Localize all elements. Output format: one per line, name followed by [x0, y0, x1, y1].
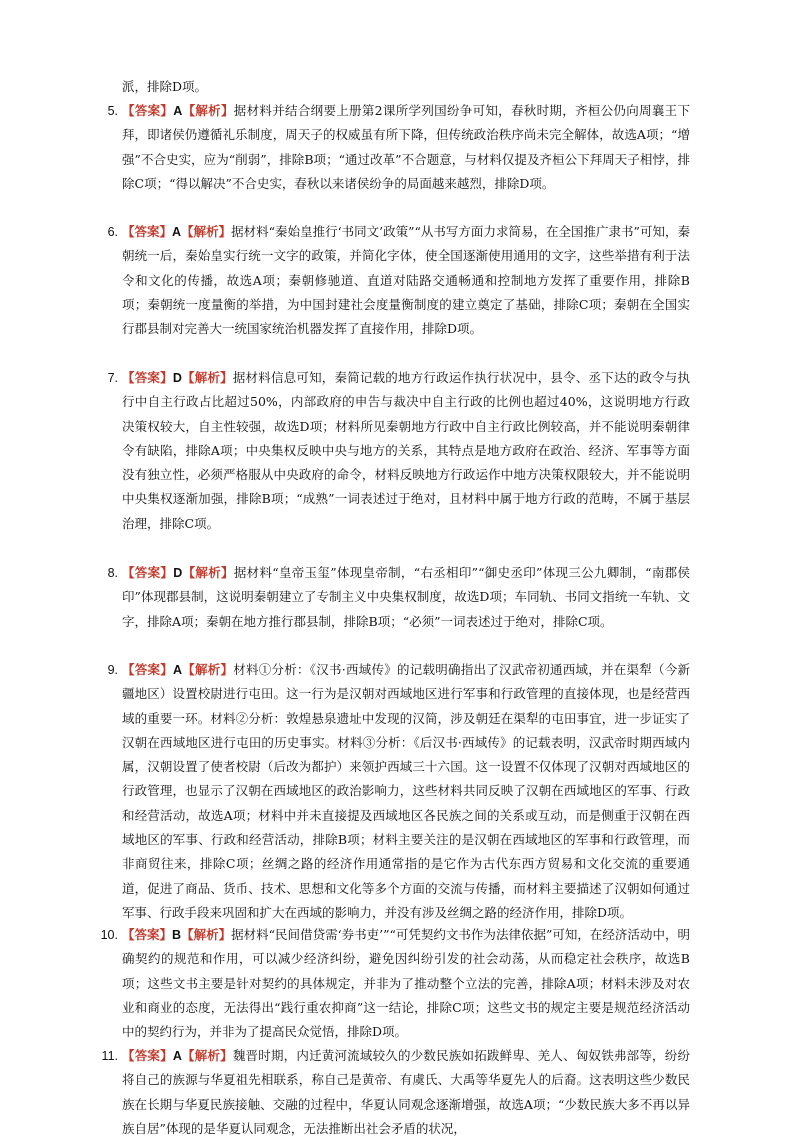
answer-tag: 【答案】 [122, 927, 173, 942]
answer-item-5 [107, 99, 690, 196]
answer-letter: D [173, 566, 183, 580]
answer-tag: 【答案】 [122, 224, 173, 239]
answer-letter: A [172, 225, 182, 239]
analysis-tag: 【解析】 [181, 1048, 233, 1063]
answer-item-6 [107, 220, 690, 341]
answer-letter: D [172, 371, 182, 385]
analysis-text: 材料①分析：《汉书·西域传》的记载明确指出了汉武帝初通西域，并在渠犁（今新疆地区）设置校尉进行屯田。这一行为是汉朝对西域地区进行军事和行政管理的直接体现，也是经营西域的重要一环。材料②分析：敦煌悬泉遗址中发现的汉简，涉及朝廷在渠犁的屯田事宜，进一步证实了汉朝在西域地区进行屯田的历史事实。材料③分析：《后汉书·西域传》的记载表明，汉武帝时期西域内属，汉朝设置了使者校尉（后改为都护）来领护西域三十六国。这一设置不仅体现了汉朝对西域地区的行政管理，也显示了汉朝在西域地区的政治影响力，这些材料共同反映了汉朝在西域地区的军事、行政和经营活动，故选A项；材料中并未直接提及西域地区各民族之间的关系或互动，而是侧重于汉朝在西域地区的军事、行政和经营活动，排除B项；材料主要关注的是汉朝在西域地区的军事和行政管理，而非商贸往来，排除C项；丝绸之路的经济作用通常指的是它作为古代东西方贸易和文化交流的重要通道，促进了商品、货币、技术、思想和文化等多个方面的交流与传播，而材料主要描述了汉朝如何通过军事、行政手段来巩固和扩大在西域的影响力，并没有涉及丝绸之路的经济作用，排除D项。 [122, 662, 690, 920]
analysis-text: 据材料并结合纲要上册第2课所学列国纷争可知，春秋时期，齐桓公仍向周襄王下拜，即诸侯仍遵循礼乐制度，周天子的权威虽有所下降，但传统政治秩序尚未完全解体，故选A项；“增强”不合史实，应为“削弱”，排除B项；“通过改革”不合题意，与材料仅提及齐桓公下拜周天子相悖，排除C项；“得以解决”不合史实，春秋以来诸侯纷争的局面越来越烈，排除D项。 [122, 103, 690, 191]
answer-tag: 【答案】 [122, 1048, 173, 1063]
answer-letter: A [173, 663, 183, 677]
analysis-tag: 【解析】 [182, 662, 234, 677]
answer-item-10 [100, 923, 690, 1044]
continuation-text: 派，排除D项。 [122, 79, 208, 94]
analysis-text: 据材料信息可知，秦简记载的地方行政运作执行状况中，县令、丞下达的政令与执行中自主行政占比超过50%，内部政府的申告与裁决中自主行政的比例也超过40%，这说明地方行政决策权较大，自主性较强，故选D项；材料所见秦朝地方行政中自主行政比例较高，并不能说明秦朝律令有缺陷，排除A项；中央集权反映中央与地方的关系，其特点是地方政府在政治、经济、军事等方面没有独立性，必须严格服从中央政府的命令，材料反映地方行政运作中地方决策权限较大，并不能说明中央集权逐渐加强，排除B项；“成熟”一词表述过于绝对，且材料中属于地方行政的范畴，不属于基层治理，排除C项。 [122, 370, 690, 531]
item-number: 11. [101, 1049, 118, 1063]
answer-item-7 [107, 366, 690, 536]
analysis-tag: 【解析】 [182, 103, 234, 118]
item-number: 5. [107, 104, 118, 118]
answer-item-8 [107, 561, 690, 634]
analysis-tag: 【解析】 [181, 224, 232, 239]
answer-letter: A [173, 104, 183, 118]
item-number: 8. [107, 566, 118, 580]
answer-item-11 [101, 1044, 690, 1141]
answer-item-9 [107, 658, 690, 925]
answer-tag: 【答案】 [122, 565, 174, 580]
analysis-tag: 【解析】 [182, 565, 234, 580]
analysis-text: 据材料“秦始皇推行‘书同文’政策”“从书写方面力求简易，在全国推广隶书”可知，秦朝统一后，秦始皇实行统一文字的政策，并简化字体，使全国逐渐使用通用的文字，这些举措有利于法令和文化的传播，故选A项；秦朝修驰道、直道对陆路交通畅通和控制地方发挥了重要作用，排除B项；秦朝统一度量衡的举措，为中国封建社会度量衡制度的建立奠定了基础，排除C项；秦朝在全国实行郡县制对完善大一统国家统治机器发挥了直接作用，排除D项。 [122, 224, 690, 337]
item-number: 6. [107, 225, 118, 239]
answer-tag: 【答案】 [122, 103, 174, 118]
analysis-text: 据材料“民间借贷需‘券书吏’”“可凭契约文书作为法律依据”可知，在经济活动中，明确契约的规范和作用，可以减少经济纠纷，避免因纠纷引发的社会动荡，从而稳定社会秩序，故选B项；这些文书主要是针对契约的具体规定，并非为了推动整个立法的完善，排除A项；材料未涉及对农业和商业的态度，无法得出“践行重农抑商”这一结论，排除C项；这些文书的规定主要是规范经济活动中的契约行为，并非为了提高民众觉悟，排除D项。 [122, 927, 690, 1040]
analysis-tag: 【解析】 [181, 927, 232, 942]
analysis-text: 魏晋时期，内迁黄河流域较久的少数民族如拓跋鲜卑、羌人、匈奴铁弗部等，纷纷将自己的族源与华夏祖先相联系，称自己是黄帝、有虞氏、大禹等华夏先人的后裔。这表明这些少数民族在长期与华夏民族接触、交融的过程中，华夏认同观念逐渐增强，故选A项；“少数民族大多不再以异族自居”体现的是华夏认同观念，无法推断出社会矛盾的状况， [122, 1048, 690, 1136]
answer-letter: A [172, 1049, 182, 1063]
answer-tag: 【答案】 [122, 370, 173, 385]
item-number: 10. [100, 928, 118, 942]
answer-letter: B [172, 928, 182, 942]
analysis-tag: 【解析】 [181, 370, 233, 385]
analysis-text: 据材料“皇帝玉玺”体现皇帝制，“右丞相印”“御史丞印”体现三公九卿制，“南郡侯印”体现郡县制，这说明秦朝建立了专制主义中央集权制度，故选D项；车同轨、书同文指统一车轨、文字，排除A项；秦朝在地方推行郡县制，排除B项；“必须”一词表述过于绝对，排除C项。 [122, 565, 690, 629]
item-number: 9. [107, 663, 118, 677]
item-number: 7. [107, 371, 118, 385]
answer-tag: 【答案】 [122, 662, 173, 677]
